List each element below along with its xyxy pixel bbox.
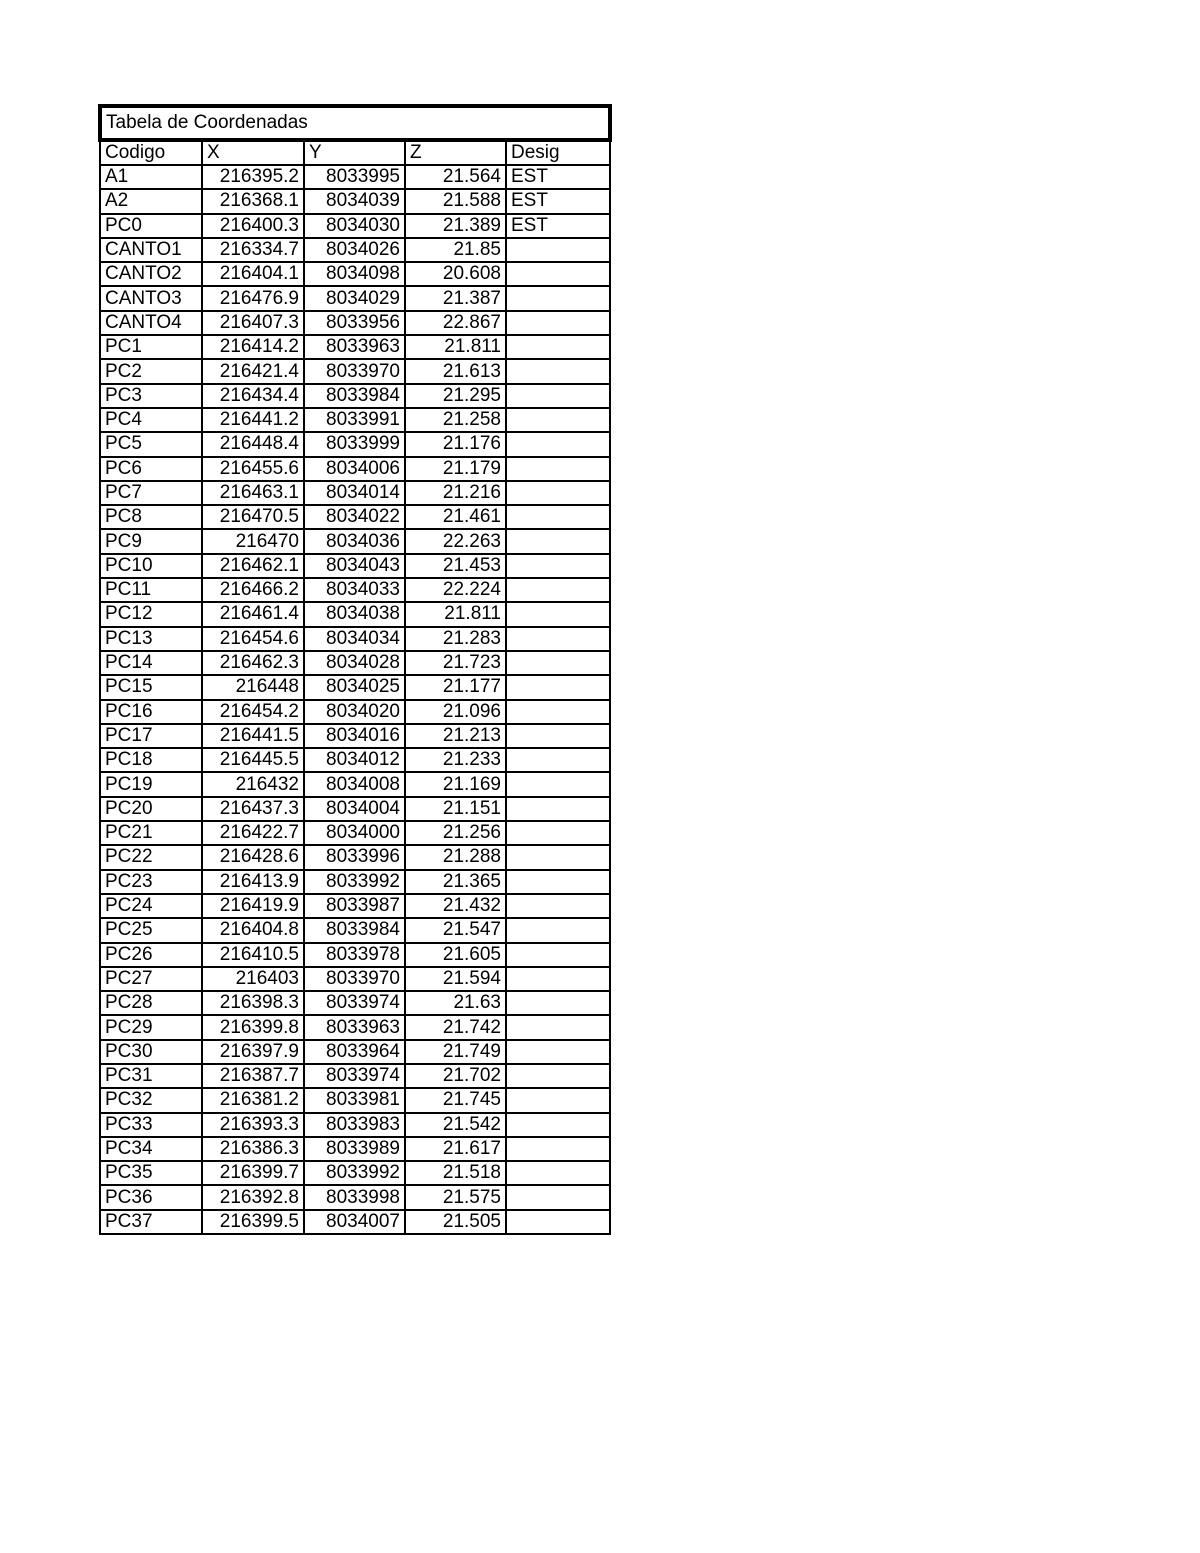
y-cell: 8033956 <box>304 311 405 335</box>
desig-cell <box>506 1088 610 1112</box>
x-cell: 216441.5 <box>202 724 304 748</box>
y-cell: 8033970 <box>304 967 405 991</box>
table-body <box>100 165 610 1234</box>
codigo-cell: PC30 <box>100 1040 202 1064</box>
x-cell: 216399.5 <box>202 1210 304 1234</box>
codigo-cell: PC7 <box>100 481 202 505</box>
table-row <box>100 724 610 748</box>
codigo-cell: A1 <box>100 165 202 189</box>
codigo-cell: PC9 <box>100 529 202 553</box>
z-cell: 21.617 <box>405 1137 506 1161</box>
codigo-cell: PC26 <box>100 943 202 967</box>
x-cell: 216470 <box>202 529 304 553</box>
x-cell: 216455.6 <box>202 457 304 481</box>
y-cell: 8034036 <box>304 529 405 553</box>
x-cell: 216398.3 <box>202 991 304 1015</box>
x-cell: 216413.9 <box>202 870 304 894</box>
x-cell: 216445.5 <box>202 748 304 772</box>
codigo-cell: PC27 <box>100 967 202 991</box>
z-cell: 21.283 <box>405 627 506 651</box>
codigo-cell: PC5 <box>100 432 202 456</box>
x-cell: 216400.3 <box>202 214 304 238</box>
x-cell: 216462.3 <box>202 651 304 675</box>
x-cell: 216421.4 <box>202 359 304 383</box>
codigo-cell: PC21 <box>100 821 202 845</box>
x-cell: 216392.8 <box>202 1185 304 1209</box>
codigo-cell: PC37 <box>100 1210 202 1234</box>
x-cell: 216419.9 <box>202 894 304 918</box>
desig-cell <box>506 457 610 481</box>
z-cell: 21.518 <box>405 1161 506 1185</box>
table-row <box>100 845 610 869</box>
x-cell: 216434.4 <box>202 384 304 408</box>
desig-cell <box>506 821 610 845</box>
table-row <box>100 262 610 286</box>
codigo-cell: CANTO3 <box>100 286 202 310</box>
y-cell: 8033989 <box>304 1137 405 1161</box>
codigo-cell: PC25 <box>100 918 202 942</box>
y-cell: 8034039 <box>304 189 405 213</box>
header-row <box>100 140 610 165</box>
z-cell: 21.213 <box>405 724 506 748</box>
table-row <box>100 748 610 772</box>
x-cell: 216461.4 <box>202 602 304 626</box>
table-row <box>100 772 610 796</box>
y-cell: 8034028 <box>304 651 405 675</box>
table-row <box>100 1210 610 1234</box>
z-cell: 22.263 <box>405 529 506 553</box>
y-cell: 8033964 <box>304 1040 405 1064</box>
y-cell: 8033998 <box>304 1185 405 1209</box>
table-row <box>100 991 610 1015</box>
desig-cell <box>506 1210 610 1234</box>
codigo-cell: A2 <box>100 189 202 213</box>
table-row <box>100 1137 610 1161</box>
y-cell: 8034016 <box>304 724 405 748</box>
x-cell: 216386.3 <box>202 1137 304 1161</box>
z-cell: 21.605 <box>405 943 506 967</box>
desig-cell <box>506 602 610 626</box>
x-cell: 216448 <box>202 675 304 699</box>
y-cell: 8033991 <box>304 408 405 432</box>
table-title: Tabela de Coordenadas <box>100 106 610 140</box>
table-row <box>100 165 610 189</box>
codigo-cell: PC19 <box>100 772 202 796</box>
codigo-cell: PC24 <box>100 894 202 918</box>
codigo-cell: PC22 <box>100 845 202 869</box>
z-cell: 21.588 <box>405 189 506 213</box>
desig-cell <box>506 700 610 724</box>
codigo-cell: CANTO1 <box>100 238 202 262</box>
desig-cell <box>506 1113 610 1137</box>
y-cell: 8034038 <box>304 602 405 626</box>
table-row <box>100 1113 610 1137</box>
z-cell: 21.169 <box>405 772 506 796</box>
x-cell: 216395.2 <box>202 165 304 189</box>
table-row <box>100 311 610 335</box>
codigo-cell: PC34 <box>100 1137 202 1161</box>
desig-cell <box>506 991 610 1015</box>
z-cell: 21.256 <box>405 821 506 845</box>
desig-cell <box>506 797 610 821</box>
y-cell: 8034098 <box>304 262 405 286</box>
x-cell: 216432 <box>202 772 304 796</box>
codigo-cell: PC18 <box>100 748 202 772</box>
x-cell: 216397.9 <box>202 1040 304 1064</box>
y-cell: 8033996 <box>304 845 405 869</box>
codigo-cell: PC6 <box>100 457 202 481</box>
desig-cell <box>506 1015 610 1039</box>
x-cell: 216422.7 <box>202 821 304 845</box>
desig-cell <box>506 1185 610 1209</box>
y-cell: 8034043 <box>304 554 405 578</box>
y-cell: 8034006 <box>304 457 405 481</box>
z-cell: 21.613 <box>405 359 506 383</box>
desig-cell: EST <box>506 165 610 189</box>
y-cell: 8033978 <box>304 943 405 967</box>
desig-cell <box>506 384 610 408</box>
desig-cell <box>506 481 610 505</box>
table-row <box>100 359 610 383</box>
z-cell: 21.723 <box>405 651 506 675</box>
z-cell: 21.461 <box>405 505 506 529</box>
table-row <box>100 1185 610 1209</box>
table-row <box>100 894 610 918</box>
x-cell: 216399.7 <box>202 1161 304 1185</box>
y-cell: 8033963 <box>304 335 405 359</box>
y-cell: 8034030 <box>304 214 405 238</box>
x-cell: 216414.2 <box>202 335 304 359</box>
z-cell: 21.542 <box>405 1113 506 1137</box>
codigo-cell: PC3 <box>100 384 202 408</box>
z-cell: 20.608 <box>405 262 506 286</box>
table-row <box>100 1064 610 1088</box>
table-row <box>100 457 610 481</box>
table-row <box>100 286 610 310</box>
desig-cell <box>506 748 610 772</box>
y-cell: 8034004 <box>304 797 405 821</box>
y-cell: 8033984 <box>304 918 405 942</box>
desig-cell <box>506 1064 610 1088</box>
y-cell: 8034014 <box>304 481 405 505</box>
table-row <box>100 335 610 359</box>
table-row <box>100 1040 610 1064</box>
table-row <box>100 797 610 821</box>
x-cell: 216448.4 <box>202 432 304 456</box>
column-header-x: X <box>202 140 304 165</box>
z-cell: 21.176 <box>405 432 506 456</box>
codigo-cell: PC20 <box>100 797 202 821</box>
z-cell: 21.216 <box>405 481 506 505</box>
codigo-cell: PC13 <box>100 627 202 651</box>
x-cell: 216466.2 <box>202 578 304 602</box>
z-cell: 21.288 <box>405 845 506 869</box>
table-row <box>100 214 610 238</box>
x-cell: 216476.9 <box>202 286 304 310</box>
table-row <box>100 578 610 602</box>
desig-cell <box>506 845 610 869</box>
desig-cell <box>506 772 610 796</box>
desig-cell: EST <box>506 189 610 213</box>
y-cell: 8034007 <box>304 1210 405 1234</box>
y-cell: 8034020 <box>304 700 405 724</box>
codigo-cell: PC17 <box>100 724 202 748</box>
y-cell: 8033974 <box>304 1064 405 1088</box>
desig-cell <box>506 870 610 894</box>
y-cell: 8033987 <box>304 894 405 918</box>
x-cell: 216454.2 <box>202 700 304 724</box>
column-header-desig: Desig <box>506 140 610 165</box>
z-cell: 22.224 <box>405 578 506 602</box>
codigo-cell: CANTO2 <box>100 262 202 286</box>
codigo-cell: PC2 <box>100 359 202 383</box>
z-cell: 21.233 <box>405 748 506 772</box>
desig-cell <box>506 651 610 675</box>
y-cell: 8034033 <box>304 578 405 602</box>
desig-cell <box>506 262 610 286</box>
x-cell: 216368.1 <box>202 189 304 213</box>
z-cell: 21.151 <box>405 797 506 821</box>
codigo-cell: PC4 <box>100 408 202 432</box>
desig-cell <box>506 894 610 918</box>
z-cell: 21.702 <box>405 1064 506 1088</box>
z-cell: 21.742 <box>405 1015 506 1039</box>
column-header-y: Y <box>304 140 405 165</box>
y-cell: 8033974 <box>304 991 405 1015</box>
x-cell: 216404.1 <box>202 262 304 286</box>
desig-cell <box>506 578 610 602</box>
desig-cell <box>506 238 610 262</box>
z-cell: 21.594 <box>405 967 506 991</box>
z-cell: 21.505 <box>405 1210 506 1234</box>
z-cell: 21.745 <box>405 1088 506 1112</box>
codigo-cell: PC23 <box>100 870 202 894</box>
x-cell: 216410.5 <box>202 943 304 967</box>
table-row <box>100 505 610 529</box>
z-cell: 21.177 <box>405 675 506 699</box>
desig-cell <box>506 627 610 651</box>
desig-cell <box>506 1040 610 1064</box>
codigo-cell: PC10 <box>100 554 202 578</box>
codigo-cell: PC33 <box>100 1113 202 1137</box>
z-cell: 21.749 <box>405 1040 506 1064</box>
table-row <box>100 870 610 894</box>
codigo-cell: PC36 <box>100 1185 202 1209</box>
y-cell: 8033999 <box>304 432 405 456</box>
y-cell: 8033981 <box>304 1088 405 1112</box>
codigo-cell: PC1 <box>100 335 202 359</box>
table-row <box>100 602 610 626</box>
y-cell: 8034025 <box>304 675 405 699</box>
y-cell: 8034029 <box>304 286 405 310</box>
codigo-cell: PC14 <box>100 651 202 675</box>
x-cell: 216387.7 <box>202 1064 304 1088</box>
desig-cell <box>506 311 610 335</box>
x-cell: 216399.8 <box>202 1015 304 1039</box>
table-row <box>100 821 610 845</box>
codigo-cell: PC16 <box>100 700 202 724</box>
table-row <box>100 918 610 942</box>
z-cell: 21.179 <box>405 457 506 481</box>
coordinates-table <box>98 104 612 1235</box>
codigo-cell: PC31 <box>100 1064 202 1088</box>
z-cell: 21.575 <box>405 1185 506 1209</box>
x-cell: 216454.6 <box>202 627 304 651</box>
x-cell: 216437.3 <box>202 797 304 821</box>
desig-cell <box>506 505 610 529</box>
desig-cell <box>506 1137 610 1161</box>
desig-cell <box>506 286 610 310</box>
z-cell: 21.295 <box>405 384 506 408</box>
y-cell: 8033984 <box>304 384 405 408</box>
y-cell: 8034022 <box>304 505 405 529</box>
desig-cell <box>506 529 610 553</box>
desig-cell <box>506 1161 610 1185</box>
y-cell: 8033963 <box>304 1015 405 1039</box>
x-cell: 216381.2 <box>202 1088 304 1112</box>
z-cell: 21.547 <box>405 918 506 942</box>
table-row <box>100 432 610 456</box>
desig-cell <box>506 432 610 456</box>
x-cell: 216407.3 <box>202 311 304 335</box>
desig-cell <box>506 724 610 748</box>
codigo-cell: PC28 <box>100 991 202 1015</box>
desig-cell <box>506 943 610 967</box>
y-cell: 8034012 <box>304 748 405 772</box>
table-row <box>100 529 610 553</box>
desig-cell <box>506 675 610 699</box>
z-cell: 21.811 <box>405 335 506 359</box>
codigo-cell: PC32 <box>100 1088 202 1112</box>
desig-cell <box>506 967 610 991</box>
y-cell: 8033992 <box>304 1161 405 1185</box>
desig-cell <box>506 554 610 578</box>
z-cell: 21.387 <box>405 286 506 310</box>
table-row <box>100 675 610 699</box>
codigo-cell: PC0 <box>100 214 202 238</box>
z-cell: 21.85 <box>405 238 506 262</box>
y-cell: 8034026 <box>304 238 405 262</box>
z-cell: 21.811 <box>405 602 506 626</box>
z-cell: 22.867 <box>405 311 506 335</box>
codigo-cell: CANTO4 <box>100 311 202 335</box>
x-cell: 216462.1 <box>202 554 304 578</box>
z-cell: 21.432 <box>405 894 506 918</box>
desig-cell <box>506 335 610 359</box>
x-cell: 216428.6 <box>202 845 304 869</box>
z-cell: 21.365 <box>405 870 506 894</box>
y-cell: 8034000 <box>304 821 405 845</box>
z-cell: 21.453 <box>405 554 506 578</box>
y-cell: 8033983 <box>304 1113 405 1137</box>
codigo-cell: PC12 <box>100 602 202 626</box>
desig-cell: EST <box>506 214 610 238</box>
codigo-cell: PC11 <box>100 578 202 602</box>
y-cell: 8033970 <box>304 359 405 383</box>
x-cell: 216404.8 <box>202 918 304 942</box>
z-cell: 21.096 <box>405 700 506 724</box>
table-row <box>100 408 610 432</box>
x-cell: 216441.2 <box>202 408 304 432</box>
x-cell: 216470.5 <box>202 505 304 529</box>
x-cell: 216393.3 <box>202 1113 304 1137</box>
column-header-codigo: Codigo <box>100 140 202 165</box>
table-row <box>100 943 610 967</box>
table-row <box>100 1015 610 1039</box>
z-cell: 21.389 <box>405 214 506 238</box>
codigo-cell: PC8 <box>100 505 202 529</box>
codigo-cell: PC29 <box>100 1015 202 1039</box>
desig-cell <box>506 359 610 383</box>
table-row <box>100 554 610 578</box>
table-row <box>100 384 610 408</box>
z-cell: 21.63 <box>405 991 506 1015</box>
table-row <box>100 481 610 505</box>
desig-cell <box>506 408 610 432</box>
codigo-cell: PC35 <box>100 1161 202 1185</box>
table-row <box>100 651 610 675</box>
x-cell: 216334.7 <box>202 238 304 262</box>
z-cell: 21.564 <box>405 165 506 189</box>
y-cell: 8033995 <box>304 165 405 189</box>
title-row <box>100 106 610 140</box>
column-header-z: Z <box>405 140 506 165</box>
table-row <box>100 700 610 724</box>
table-row <box>100 189 610 213</box>
x-cell: 216403 <box>202 967 304 991</box>
table-row <box>100 238 610 262</box>
z-cell: 21.258 <box>405 408 506 432</box>
table-row <box>100 1088 610 1112</box>
y-cell: 8034034 <box>304 627 405 651</box>
table-row <box>100 1161 610 1185</box>
table-row <box>100 627 610 651</box>
codigo-cell: PC15 <box>100 675 202 699</box>
y-cell: 8034008 <box>304 772 405 796</box>
y-cell: 8033992 <box>304 870 405 894</box>
x-cell: 216463.1 <box>202 481 304 505</box>
table-row <box>100 967 610 991</box>
desig-cell <box>506 918 610 942</box>
